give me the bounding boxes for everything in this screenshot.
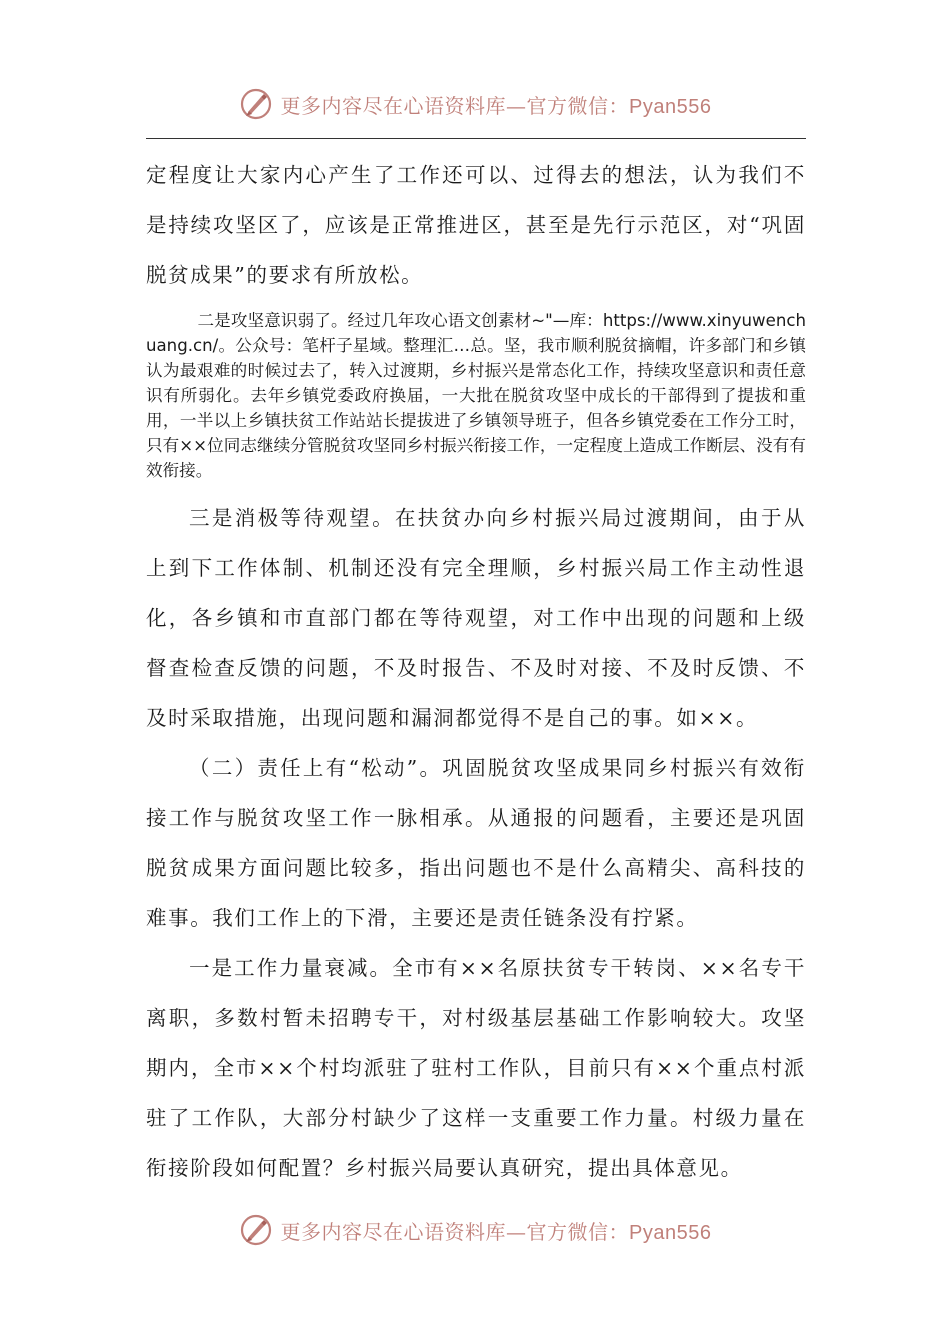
header-text: 更多内容尽在心语资料库—官方微信：Pyan556 (280, 93, 712, 118)
header-divider (146, 138, 806, 139)
paragraph-1: 定程度让大家内心产生了工作还可以、过得去的想法，认为我们不是持续攻坚区了，应该是正常推进区，甚至是先行示范区，对“巩固脱贫成果”的要求有所放松。 (146, 163, 806, 287)
paragraph-2: 二是攻坚意识弱了。经过几年攻心语文创素材~"—库：https://www.xinyuwenchuang.cn/。公众号：笔杆子星域。整理汇…总。坚，我市顺利脱贫摘帽，许多部门和乡镇认为最艰难的时候过去了，转入过渡期，乡村振兴是常态化工作，持续攻坚意识和责任意识有所弱化。去年乡镇党委政府换届，一大批在脱贫攻坚中成长的干部得到了提拔和重用，一半以上乡镇扶贫工作站站长提拔进了乡镇领导班子，但各乡镇党委在工作分工时，只有××位同志继续分管脱贫攻坚同乡村振兴衔接工作，一定程度上造成工作断层、没有有效衔接。 (146, 311, 806, 480)
header-banner (0, 82, 950, 126)
paragraph-4: （二）责任上有“松动”。巩固脱贫攻坚成果同乡村振兴有效衔接工作与脱贫攻坚工作一脉相承。从通报的问题看，主要还是巩固脱贫成果方面问题比较多，指出问题也不是什么高精尖、高科技的难事。我们工作上的下滑，主要还是责任链条没有拧紧。 (146, 756, 806, 930)
footer-banner (0, 1208, 950, 1252)
paragraph-3: 三是消极等待观望。在扶贫办向乡村振兴局过渡期间，由于从上到下工作体制、机制还没有完全理顺，乡村振兴局工作主动性退化，各乡镇和市直部门都在等待观望，对工作中出现的问题和上级督查检查反馈的问题，不及时报告、不及时对接、不及时反馈、不及时采取措施，出现问题和漏洞都觉得不是自己的事。如××。 (146, 506, 806, 730)
pen-seal-logo-icon (239, 87, 273, 121)
footer-text: 更多内容尽在心语资料库—官方微信：Pyan556 (280, 1219, 712, 1244)
document-body (146, 150, 806, 1193)
header-wechat-id: Pyan556 (629, 95, 712, 118)
footer-wechat-id: Pyan556 (629, 1221, 712, 1244)
pen-seal-logo-icon (239, 1213, 273, 1247)
paragraph-5: 一是工作力量衰减。全市有××名原扶贫专干转岗、××名专干离职，多数村暂未招聘专干，对村级基层基础工作影响较大。攻坚期内，全市××个村均派驻了驻村工作队，目前只有××个重点村派驻了工作队，大部分村缺少了这样一支重要工作力量。村级力量在衔接阶段如何配置？乡村振兴局要认真研究，提出具体意见。 (146, 956, 806, 1180)
